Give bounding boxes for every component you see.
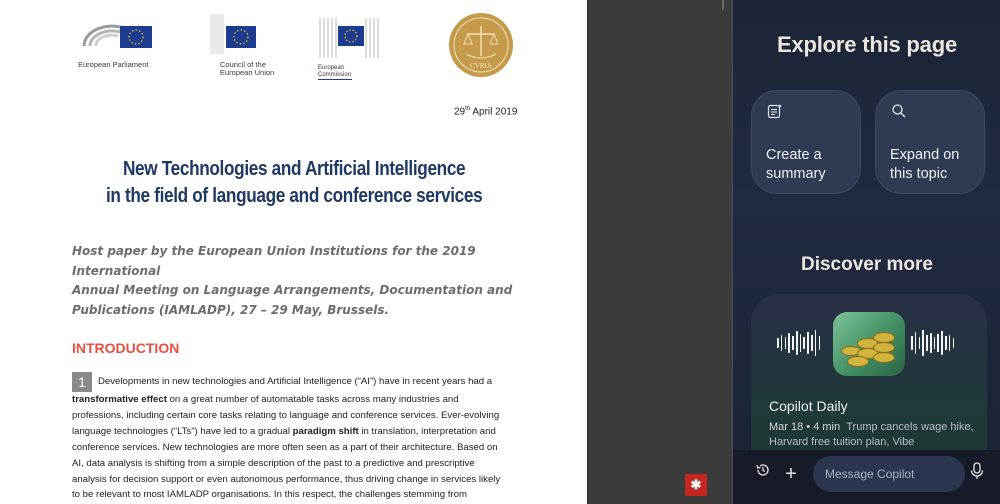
news-thumbnail bbox=[833, 312, 905, 376]
waveform-bar bbox=[919, 337, 921, 349]
council-label-line2: European Union bbox=[220, 68, 275, 77]
waveform-bar bbox=[781, 335, 783, 351]
waveform-bar bbox=[803, 337, 805, 349]
waveform-bar bbox=[811, 335, 813, 351]
expand-topic-card[interactable] bbox=[875, 90, 985, 194]
viewer-background bbox=[588, 0, 732, 504]
host-line: Annual Meeting on Language Arrangements, Documentation and bbox=[72, 283, 513, 297]
waveform-bar bbox=[807, 332, 809, 354]
waveform-bar bbox=[922, 330, 924, 356]
paragraph-line: 1 Developments in new technologies and Artificial Intelligence (“AI”) have in recent years had a bbox=[72, 372, 522, 392]
council-logo bbox=[204, 12, 284, 77]
commission-label-line1: European bbox=[318, 65, 345, 71]
paragraph-line: language technologies (“LTs”) have led to a gradual paradigm shift in translation, interpretation and bbox=[72, 425, 496, 437]
institution-logos bbox=[78, 12, 527, 92]
copilot-sidebar bbox=[732, 0, 1000, 504]
host-paper-subtitle bbox=[72, 242, 522, 320]
waveform-bar bbox=[819, 336, 821, 350]
waveform-bar bbox=[941, 331, 943, 355]
waveform-bar bbox=[926, 335, 928, 351]
waveform-bar bbox=[945, 336, 947, 350]
pdf-app-icon[interactable]: ✱ bbox=[685, 474, 707, 496]
audio-waveform-left bbox=[777, 330, 822, 358]
paragraph-line: analysis for decision support or even autonomous performance, thus driving change in services likely bbox=[72, 473, 501, 485]
expand-topic-label: Expand on this topic bbox=[890, 147, 960, 182]
waveform-bar bbox=[911, 336, 913, 350]
create-summary-card[interactable] bbox=[751, 90, 861, 194]
paragraph-line: conference services. New technologies are more often seen as a part of their architecture. Based on bbox=[72, 441, 498, 453]
discover-title: Discover more bbox=[800, 254, 933, 275]
waveform-bar bbox=[953, 338, 955, 348]
council-label-line1: Council of the bbox=[220, 60, 266, 69]
document-title bbox=[41, 156, 547, 210]
explore-title: Explore this page bbox=[777, 32, 957, 57]
commission-emblem-icon bbox=[318, 12, 382, 60]
message-input[interactable]: Message Copilot bbox=[813, 456, 965, 492]
paragraph-number: 1 bbox=[72, 372, 92, 392]
waveform-bar bbox=[937, 334, 939, 352]
paragraph-line: professions, including certain core tasks relating to language and conference services. Ever-evolving bbox=[72, 409, 500, 421]
create-summary-label: Create a summary bbox=[766, 147, 826, 182]
parliament-emblem-icon bbox=[78, 12, 154, 56]
waveform-bar bbox=[949, 335, 951, 351]
splitter-handle[interactable] bbox=[722, 0, 724, 10]
search-icon bbox=[891, 103, 907, 122]
waveform-bar bbox=[777, 338, 779, 348]
waveform-bar bbox=[934, 337, 936, 349]
copilot-daily-title: Copilot Daily bbox=[769, 398, 848, 414]
european-parliament-logo bbox=[78, 12, 158, 69]
section-heading: INTRODUCTION bbox=[72, 340, 180, 356]
title-line-2: in the field of language and conference services bbox=[105, 185, 483, 207]
waveform-bar bbox=[788, 333, 790, 353]
parliament-label: European Parliament bbox=[78, 60, 149, 69]
copilot-daily-meta: Mar 18 • 4 min Trump cancels wage hike, Harvard free tuition plan, Vibe bbox=[769, 421, 974, 448]
waveform-bar bbox=[785, 337, 787, 349]
curia-logo bbox=[448, 12, 518, 83]
history-icon[interactable] bbox=[751, 462, 775, 486]
paragraph-line: AI, data analysis is shifting from a simple description of the past to a predictive and prescriptive bbox=[72, 457, 475, 469]
waveform-bar bbox=[792, 336, 794, 350]
curia-label: CVRIA bbox=[470, 62, 492, 70]
copilot-composer bbox=[733, 450, 1000, 504]
curia-seal-icon bbox=[448, 12, 514, 78]
council-emblem-icon bbox=[204, 12, 264, 56]
microphone-icon[interactable] bbox=[965, 462, 989, 486]
paragraph-line: transformative effect on a great number of automatable tasks across many industries and bbox=[72, 394, 459, 405]
paragraph-1 bbox=[72, 372, 522, 503]
host-line: Host paper by the European Union Institutions for the 2019 International bbox=[72, 244, 476, 278]
waveform-bar bbox=[930, 333, 932, 353]
audio-waveform-right bbox=[911, 330, 956, 358]
document-date: 29th April 2019 bbox=[454, 106, 518, 118]
commission-label-line2: Commission bbox=[318, 72, 352, 78]
add-icon[interactable]: + bbox=[785, 463, 797, 485]
waveform-bar bbox=[800, 334, 802, 352]
host-line: Publications (IAMLADP), 27 – 29 May, Brussels. bbox=[72, 302, 390, 317]
paragraph-line: to be relevant to most IAMLADP organisations. In this respect, the challenges stemming from bbox=[72, 489, 467, 501]
title-line-1: New Technologies and Artificial Intelligence bbox=[122, 158, 466, 180]
summary-icon bbox=[767, 103, 783, 122]
waveform-bar bbox=[815, 330, 817, 356]
waveform-bar bbox=[796, 331, 798, 355]
commission-logo bbox=[318, 12, 388, 80]
waveform-bar bbox=[915, 332, 917, 354]
